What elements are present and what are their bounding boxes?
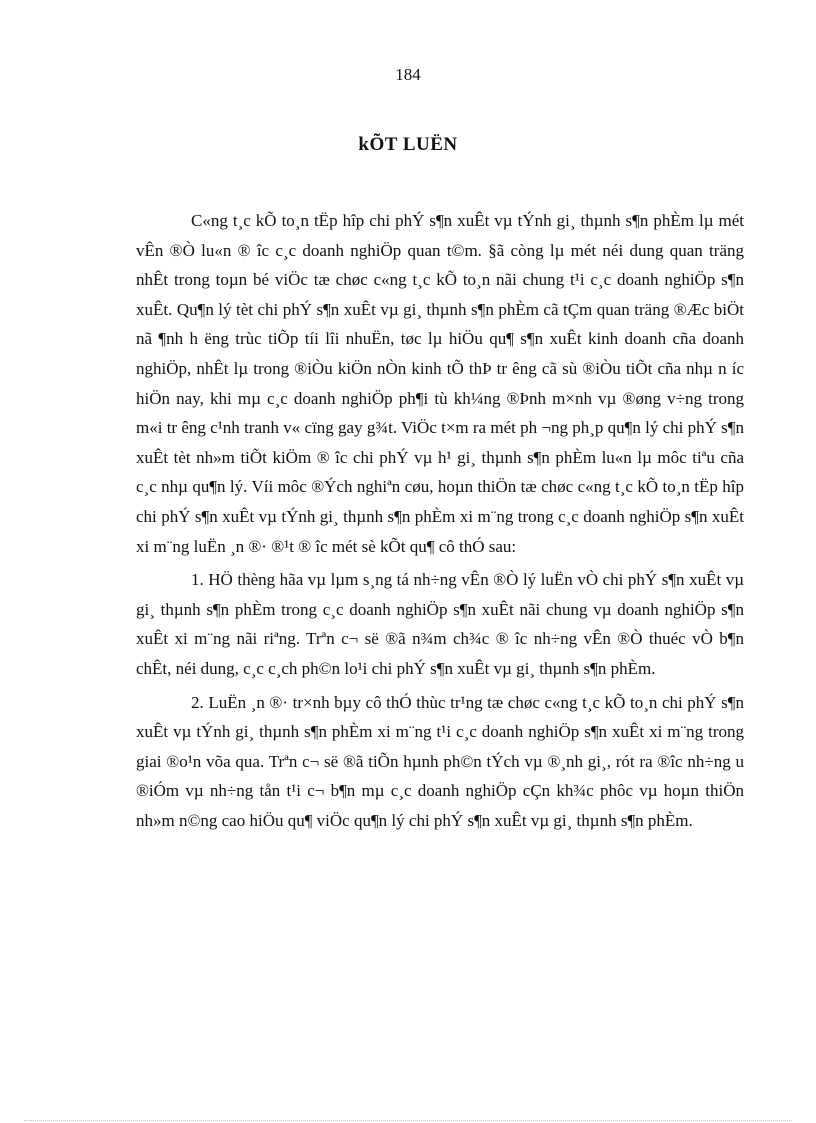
paragraph-result-2: 2. LuËn ¸n ®· tr×nh bµy cô thÓ thùc tr¹ng tæ chøc c«ng t¸c kÕ to¸n chi phÝ s¶n xuÊt vµ tÝnh gi¸ thµnh s¶n phÈm xi m¨ng t¹i c¸c doanh nghiÖp s¶n xuÊt xi m¨ng trong giai ®o¹n võa qua. Trªn c¬ së ®ã tiÕn hµnh ph©n tÝch vµ ®¸nh gi¸, rót ra ®îc nh÷ng u ®iÓm vµ nh÷ng tån t¹i c¬ b¶n mµ c¸c doanh nghiÖp cÇn kh¾c phôc vµ hoµn thiÖn nh»m n©ng cao hiÖu qu¶ viÖc qu¶n lý chi phÝ s¶n xuÊt vµ gi¸ thµnh s¶n phÈm. <box>136 692 744 830</box>
paragraph-intro: C«ng t¸c kÕ to¸n tËp hîp chi phÝ s¶n xuÊt vµ tÝnh gi¸ thµnh s¶n phÈm lµ mét vÊn ®Ò lu«n ® îc c¸c doanh nghiÖp quan t©m. §ã còng lµ mét néi dung quan träng nhÊt trong toµn bé viÖc tæ chøc c«ng t¸c kÕ to¸n nãi chung t¹i c¸c doanh nghiÖp s¶n xuÊt. Qu¶n lý tèt chi phÝ s¶n xuÊt vµ gi¸ thµnh s¶n phÈm cã tÇm quan träng ®Æc biÖt nã ¶nh h ëng trùc tiÕp tíi lîi nhuËn, tøc lµ hiÖu qu¶ s¶n xuÊt kinh doanh cña doanh nghiÖp, nhÊt lµ trong ®iÒu kiÖn nÒn kinh tÕ thÞ tr êng cã sù ®iÒu tiÕt cña nhµ n íc hiÖn nay, khi mµ c¸c doanh nghiÖp ph¶i tù kh¼ng ®Þnh m×nh vµ ®øng v÷ng trong m«i tr êng c¹nh tranh v« cïng gay g¾t. ViÖc t×m ra mét ph ¬ng ph¸p qu¶n lý chi phÝ s¶n xuÊt tèt nh»m tiÕt kiÖm ® îc chi phÝ vµ h¹ gi¸ thµnh s¶n phÈm lu«n lµ môc tiªu cña c¸c nhµ qu¶n lý. Víi môc ®Ých nghiªn cøu, hoµn thiÖn tæ chøc c«ng t¸c kÕ to¸n tËp hîp chi phÝ s¶n xuÊt vµ tÝnh gi¸ thµnh s¶n phÈm xi m¨ng trong c¸c doanh nghiÖp s¶n xuÊt xi m¨ng luËn ¸n ®· ®¹t ® îc mét sè kÕt qu¶ cô thÓ sau: <box>136 211 744 556</box>
section-heading: kÕT LUËN <box>358 134 458 155</box>
body-text <box>136 206 744 839</box>
page-bottom-divider <box>24 1120 792 1121</box>
paragraph-result-1: 1. HÖ thèng hãa vµ lµm s¸ng tá nh÷ng vÊn ®Ò lý luËn vÒ chi phÝ s¶n xuÊt vµ gi¸ thµnh s¶n phÈm trong c¸c doanh nghiÖp s¶n xuÊt nãi chung vµ doanh nghiÖp s¶n xuÊt xi m¨ng nãi riªng. Trªn c¬ së ®ã n¾m ch¾c ® îc nh÷ng vÊn ®Ò thuéc vÒ b¶n chÊt, néi dung, c¸c c¸ch ph©n lo¹i chi phÝ s¶n xuÊt vµ gi¸ thµnh s¶n phÈm. <box>136 570 744 678</box>
page-number: 184 <box>395 65 421 84</box>
